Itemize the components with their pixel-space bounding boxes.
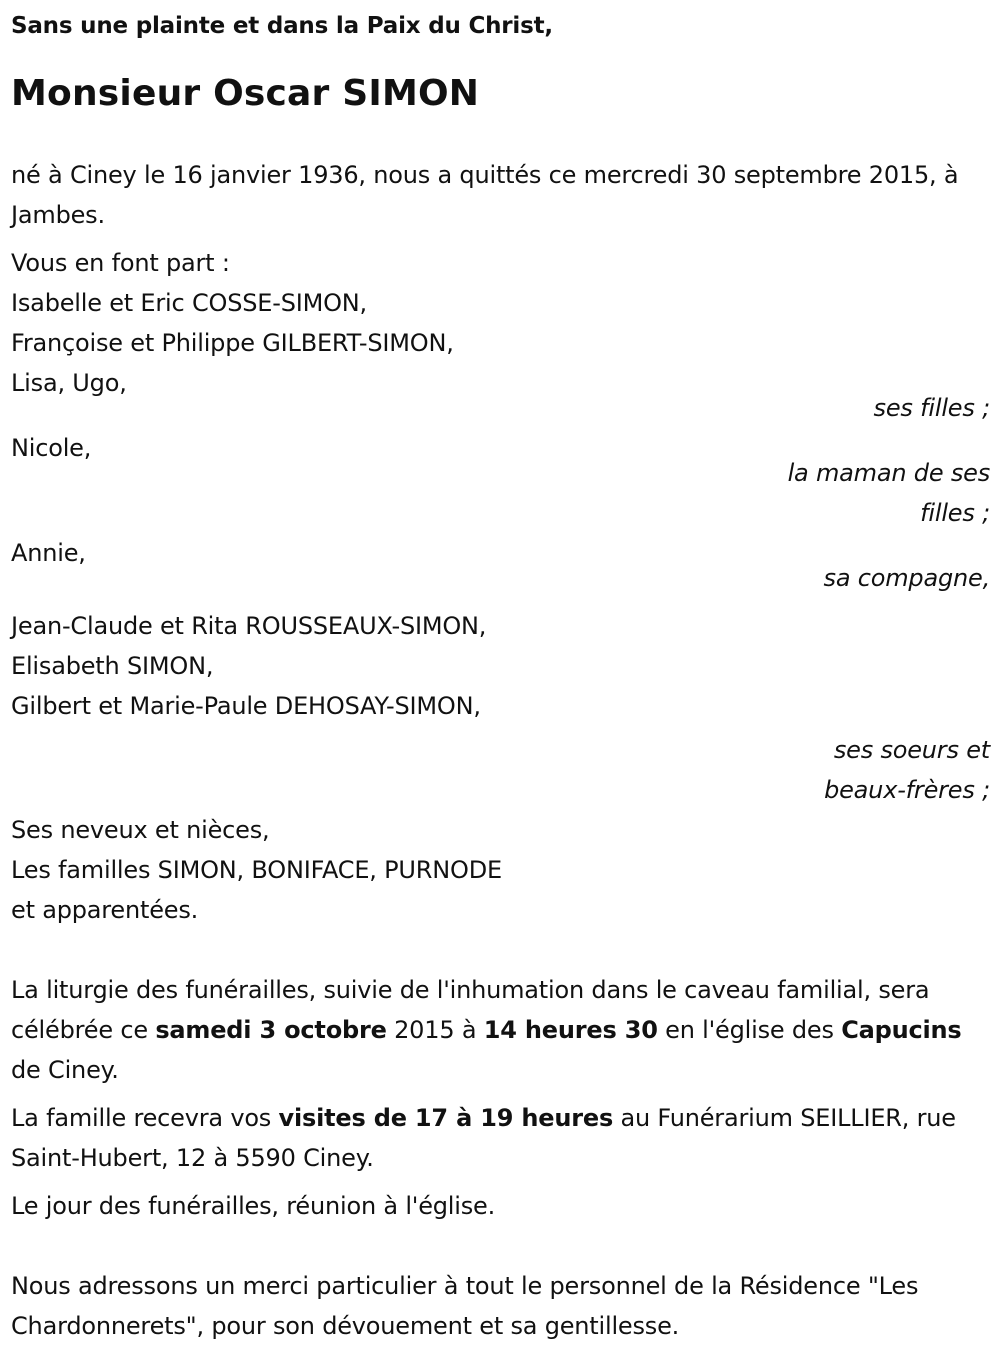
sibling-line: Elisabeth SIMON,: [11, 652, 214, 680]
partner-role: sa compagne,: [823, 564, 990, 592]
grandchildren-line: Lisa, Ugo,: [11, 369, 127, 397]
sibling-line: Gilbert et Marie-Paule DEHOSAY-SIMON,: [11, 692, 481, 720]
daughters-role: ses filles ;: [873, 394, 990, 422]
visits-paragraph: La famille recevra vos visites de 17 à 19 heures au Funérarium SEILLIER, rue Saint-Hubert, 12 à 5590 Ciney.: [11, 1104, 956, 1172]
relatives-line: Les familles SIMON, BONIFACE, PURNODE: [11, 856, 502, 884]
thanks-paragraph: Nous adressons un merci particulier à tout le personnel de la Résidence "Les Chardonnerets", pour son dévouement et sa gentillesse.: [11, 1272, 919, 1340]
liturgy-paragraph: La liturgie des funérailles, suivie de l'inhumation dans le caveau familial, sera célébrée ce samedi 3 octobre 2015 à 14 heures 30 en l'église des Capucins de Ciney.: [11, 976, 962, 1084]
sibling-line: Jean-Claude et Rita ROUSSEAUX-SIMON,: [11, 612, 487, 640]
relatives-line: et apparentées.: [11, 896, 199, 924]
announce-line: Vous en font part :: [11, 249, 230, 277]
siblings-role: ses soeurs et beaux-frères ;: [824, 736, 990, 804]
mother-line: Nicole,: [11, 434, 92, 462]
liturgy-time: 14 heures 30: [483, 1016, 658, 1044]
birth-death-line: né à Ciney le 16 janvier 1936, nous a quittés ce mercredi 30 septembre 2015, à Jambes.: [11, 161, 959, 229]
daughter-line: Françoise et Philippe GILBERT-SIMON,: [11, 329, 454, 357]
deceased-name: Monsieur Oscar SIMON: [11, 73, 480, 114]
partner-line: Annie,: [11, 539, 86, 567]
meeting-line: Le jour des funérailles, réunion à l'église.: [11, 1192, 496, 1220]
relatives-line: Ses neveux et nièces,: [11, 816, 270, 844]
intro-line: Sans une plainte et dans la Paix du Christ,: [11, 13, 553, 39]
daughter-line: Isabelle et Eric COSSE-SIMON,: [11, 289, 367, 317]
liturgy-church: Capucins: [841, 1016, 962, 1044]
liturgy-date: samedi 3 octobre: [155, 1016, 387, 1044]
mother-role: la maman de ses filles ;: [787, 459, 990, 527]
visits-hours: visites de 17 à 19 heures: [278, 1104, 614, 1132]
